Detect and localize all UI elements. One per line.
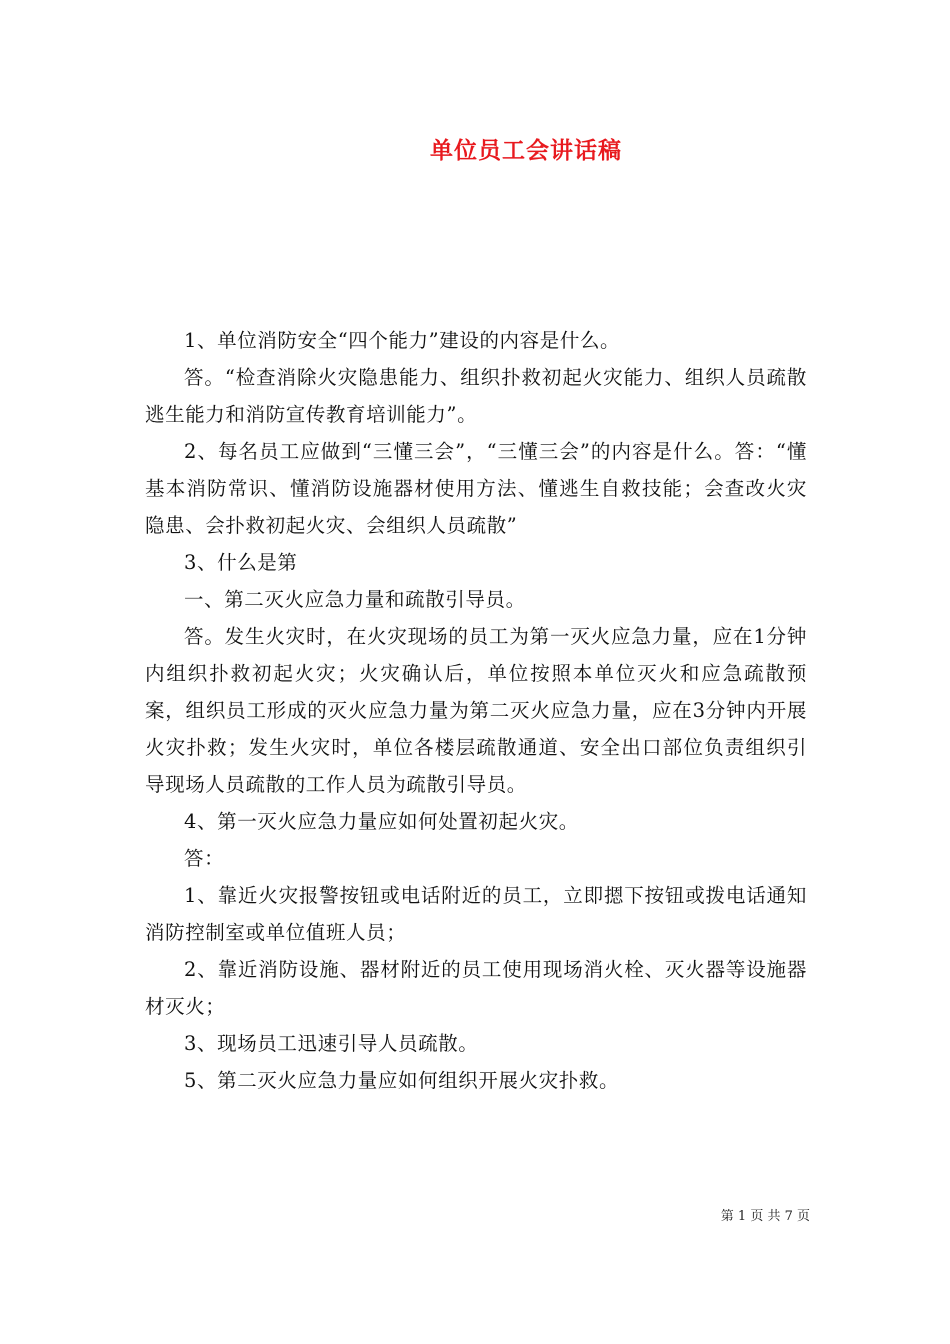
paragraph-a4-step2: 2、靠近消防设施、器材附近的员工使用现场消火栓、灭火器等设施器材灭火； xyxy=(145,958,807,1018)
paragraph-q3: 3、什么是第 xyxy=(184,551,298,574)
paragraph-a4-step3: 3、现场员工迅速引导人员疏散。 xyxy=(184,1032,479,1055)
paragraph-a4-label: 答： xyxy=(184,847,225,870)
page-number: 第 1 页 共 7 页 xyxy=(720,1209,810,1224)
paragraph-q4: 4、第一灭火应急力量应如何处置初起火灾。 xyxy=(184,810,579,833)
paragraph-q1: 1、单位消防安全“四个能力”建设的内容是什么。 xyxy=(184,329,621,352)
document-body xyxy=(145,322,807,1099)
paragraph-q2: 2、每名员工应做到“三懂三会”，“三懂三会”的内容是什么。答：“懂基本消防常识、懂消防设施器材使用方法、懂逃生自救技能；会查改火灾隐患、会扑救初起火灾、会组织人员疏散” xyxy=(145,440,807,537)
paragraph-a1: 答。“检查消除火灾隐患能力、组织扑救初起火灾能力、组织人员疏散逃生能力和消防宣传教育培训能力”。 xyxy=(145,366,807,426)
paragraph-a4-step1: 1、靠近火灾报警按钮或电话附近的员工，立即摁下按钮或拨电话通知消防控制室或单位值班人员； xyxy=(145,884,807,944)
paragraph-q5: 5、第二灭火应急力量应如何组织开展火灾扑救。 xyxy=(184,1069,620,1092)
paragraph-a3: 答。发生火灾时，在火灾现场的员工为第一灭火应急力量，应在1分钟内组织扑救初起火灾；火灾确认后，单位按照本单位灭火和应急疏散预案，组织员工形成的灭火应急力量为第二灭火应急力量，应在3分钟内开展火灾扑救；发生火灾时，单位各楼层疏散通道、安全出口部位负责组织引导现场人员疏散的工作人员为疏散引导员。 xyxy=(145,625,807,796)
paragraph-q3-cont: 一、第二灭火应急力量和疏散引导员。 xyxy=(184,588,526,611)
document-title: 单位员工会讲话稿 xyxy=(430,137,622,164)
